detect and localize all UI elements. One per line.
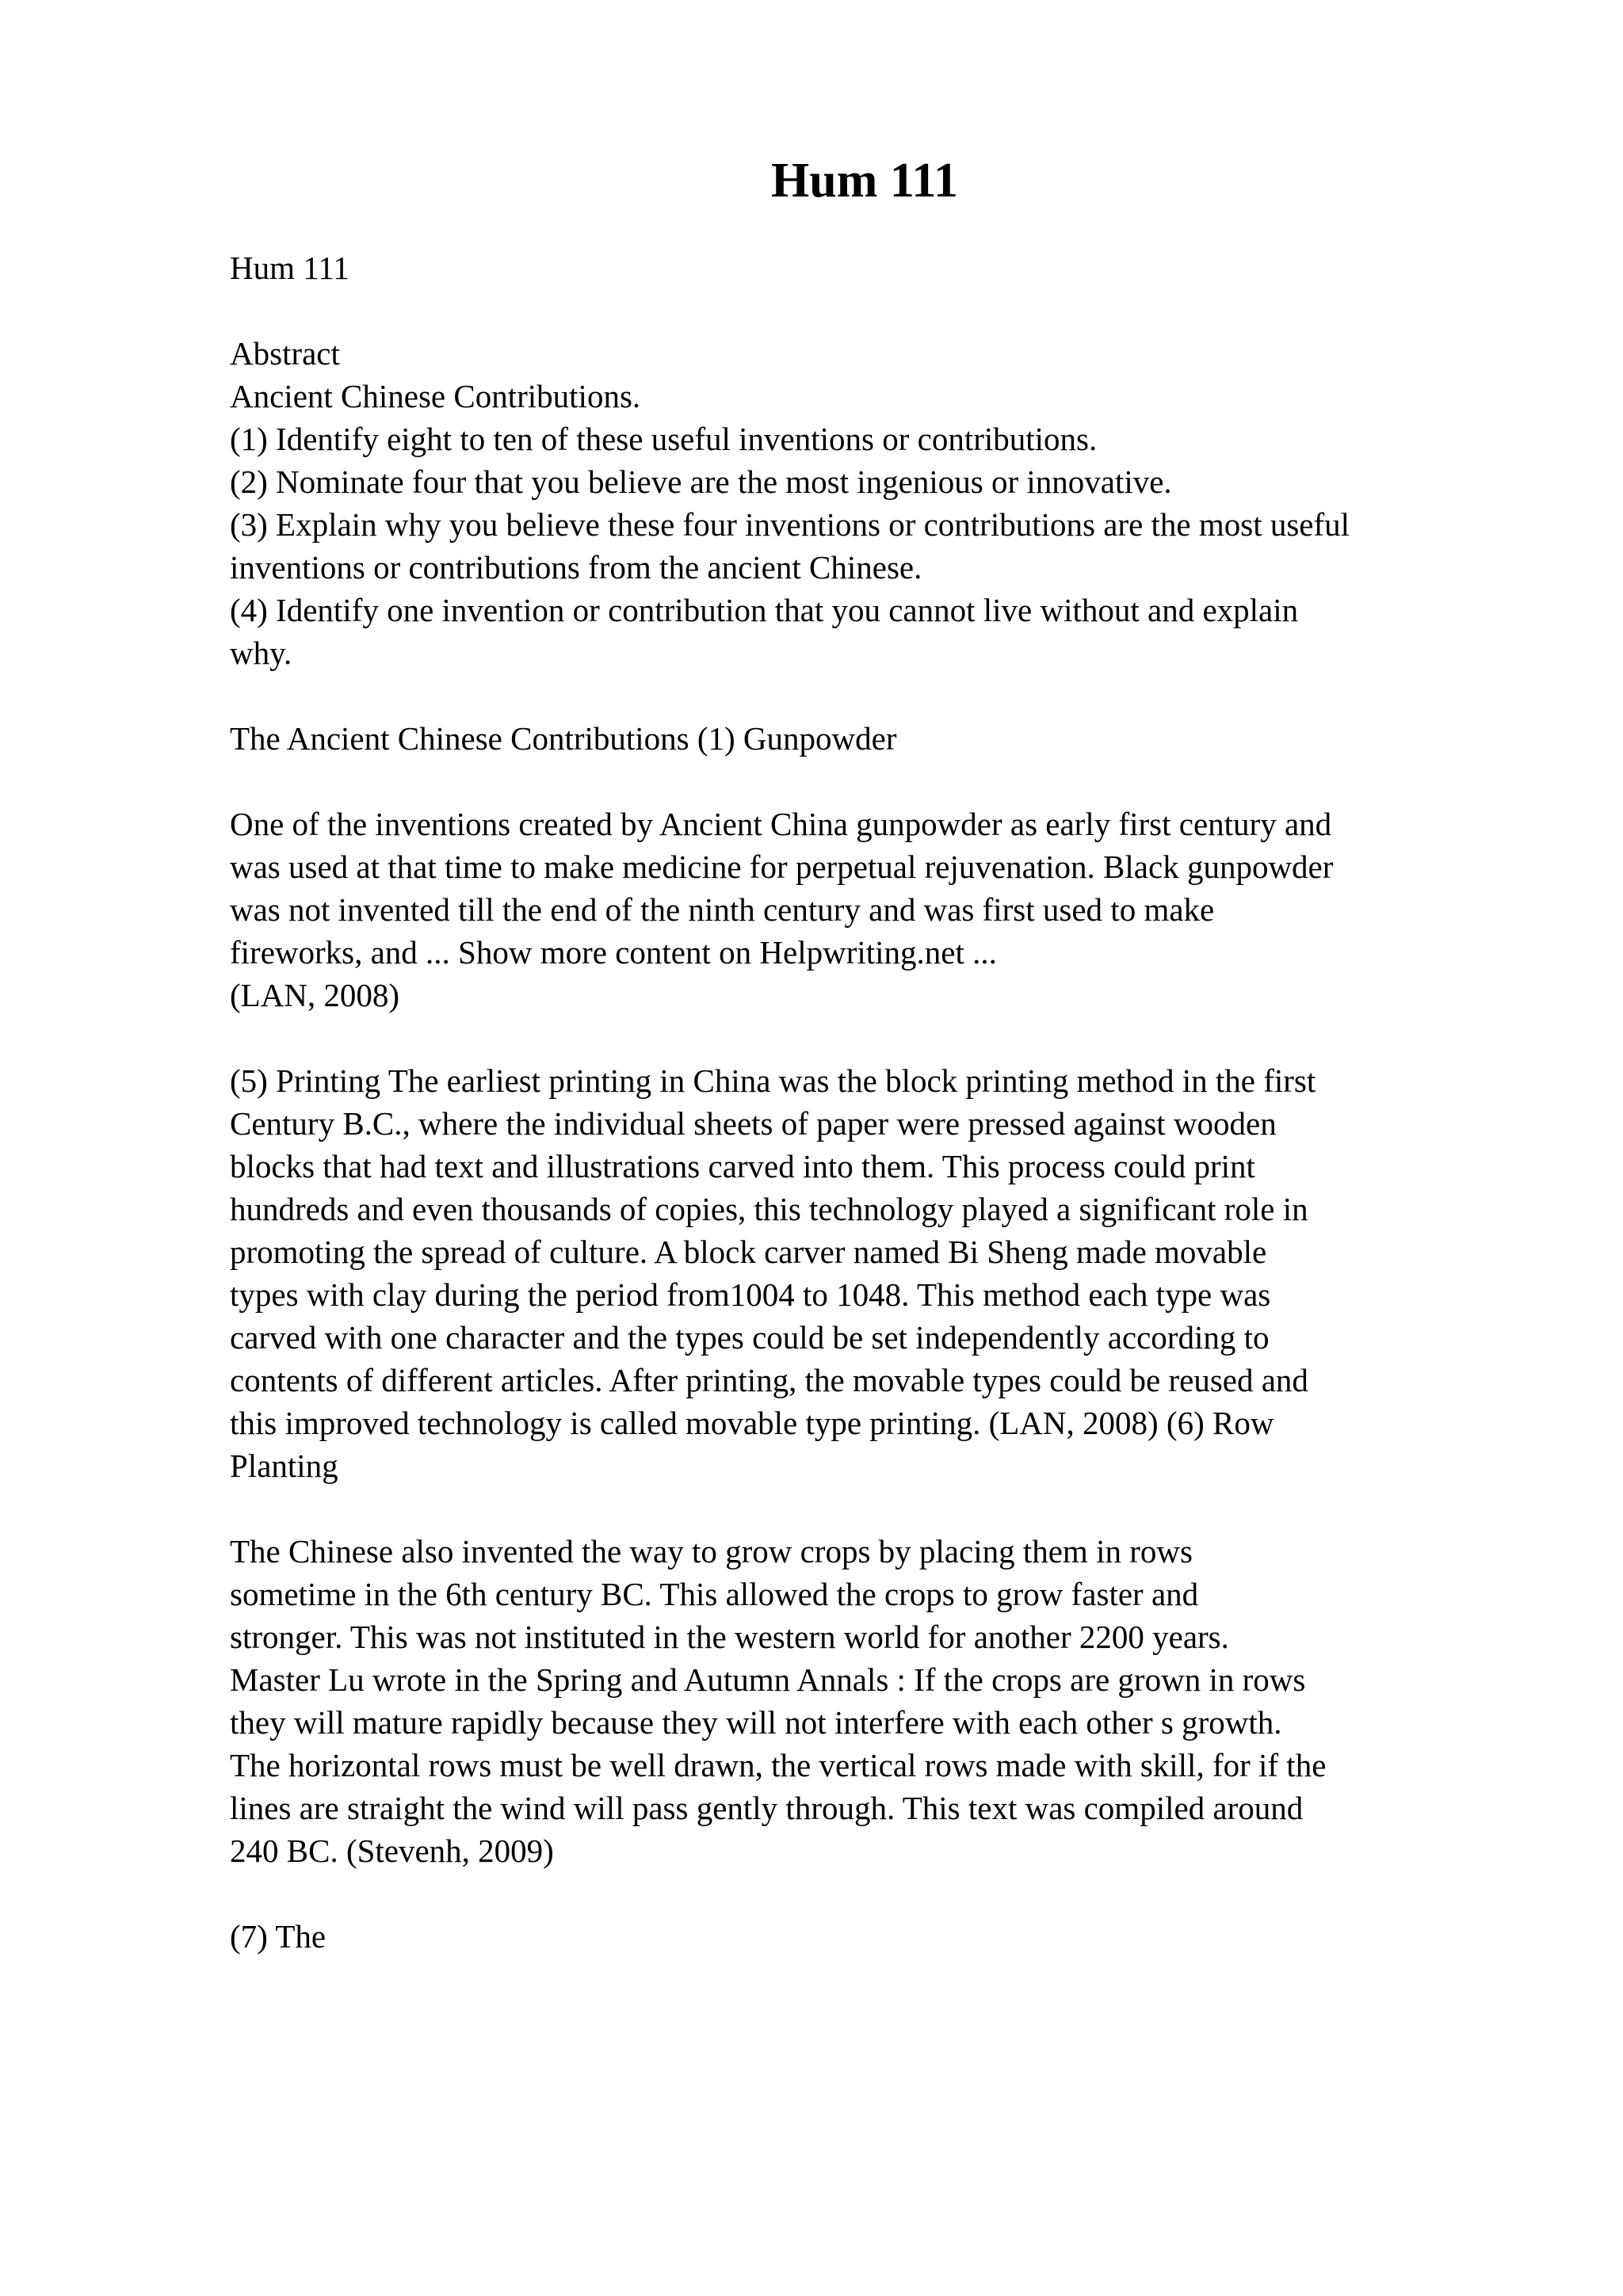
paragraph-line: was used at that time to make medicine for perpetual rejuvenation. Black gunpowder: [230, 849, 1334, 885]
document-body: [230, 246, 1514, 1958]
paragraph-line: (5) Printing The earliest printing in China was the block printing method in the first: [230, 1062, 1316, 1099]
paragraph-gap: [230, 289, 1514, 332]
paragraph-line: contents of different articles. After printing, the movable types could be reused and: [230, 1362, 1308, 1398]
header-line: [230, 246, 1514, 289]
abstract-line: why.: [230, 635, 292, 671]
paragraph-line: Planting: [230, 1447, 338, 1484]
paragraph-line: One of the inventions created by Ancient China gunpowder as early first century and: [230, 806, 1332, 842]
paragraph-line: they will mature rapidly because they will not interfere with each other s growth.: [230, 1704, 1282, 1741]
paragraph-line: types with clay during the period from1004 to 1048. This method each type was: [230, 1276, 1271, 1313]
gunpowder-paragraph: [230, 803, 1514, 1016]
abstract-line: inventions or contributions from the ancient Chinese.: [230, 549, 922, 585]
row-planting-paragraph: [230, 1530, 1514, 1872]
abstract-label: Abstract: [230, 335, 340, 372]
paragraph-line: lines are straight the wind will pass gently through. This text was compiled around: [230, 1790, 1304, 1826]
paragraph-line: fireworks, and ... Show more content on Helpwriting.net ...: [230, 934, 997, 971]
section-heading-text: The Ancient Chinese Contributions (1) Gunpowder: [230, 720, 897, 757]
paragraph-line: Master Lu wrote in the Spring and Autumn Annals : If the crops are grown in rows: [230, 1661, 1306, 1698]
paragraph-line: blocks that had text and illustrations carved into them. This process could print: [230, 1148, 1255, 1184]
paragraph-line: hundreds and even thousands of copies, this technology played a significant role in: [230, 1191, 1308, 1227]
paragraph-line: The horizontal rows must be well drawn, the vertical rows made with skill, for if the: [230, 1747, 1327, 1783]
paragraph-line: this improved technology is called movable type printing. (LAN, 2008) (6) Row: [230, 1405, 1274, 1441]
trailing-fragment: [230, 1915, 1514, 1958]
paragraph-line: 240 BC. (Stevenh, 2009): [230, 1833, 554, 1869]
printing-paragraph: [230, 1059, 1514, 1487]
abstract-line: (3) Explain why you believe these four inventions or contributions are the most useful: [230, 506, 1350, 543]
paragraph-gap: [230, 1872, 1514, 1915]
citation-line: (LAN, 2008): [230, 977, 400, 1013]
paragraph-gap: [230, 760, 1514, 803]
paragraph-line: sometime in the 6th century BC. This allowed the crops to grow faster and: [230, 1576, 1199, 1612]
paragraph-line: stronger. This was not instituted in the western world for another 2200 years.: [230, 1619, 1229, 1655]
paragraph-line: carved with one character and the types could be set independently according to: [230, 1319, 1270, 1356]
paragraph-gap: [230, 1016, 1514, 1059]
trailing-line: (7) The: [230, 1918, 327, 1955]
document-title: Hum 111: [770, 154, 958, 208]
abstract-line: (4) Identify one invention or contribution that you cannot live without and explain: [230, 592, 1299, 628]
paragraph-gap: [230, 674, 1514, 717]
section-heading: [230, 717, 1514, 760]
abstract-line: Ancient Chinese Contributions.: [230, 378, 641, 414]
header-line-text: Hum 111: [230, 250, 349, 286]
paragraph-line: promoting the spread of culture. A block carver named Bi Sheng made movable: [230, 1234, 1267, 1270]
paragraph-gap: [230, 1487, 1514, 1530]
abstract-line: (1) Identify eight to ten of these useful inventions or contributions.: [230, 421, 1098, 457]
paragraph-line: was not invented till the end of the ninth century and was first used to make: [230, 891, 1215, 928]
abstract-line: (2) Nominate four that you believe are the most ingenious or innovative.: [230, 463, 1172, 500]
paragraph-line: Century B.C., where the individual sheets of paper were pressed against wooden: [230, 1105, 1277, 1142]
abstract-section: [230, 332, 1514, 674]
paragraph-line: The Chinese also invented the way to grow crops by placing them in rows: [230, 1533, 1193, 1569]
